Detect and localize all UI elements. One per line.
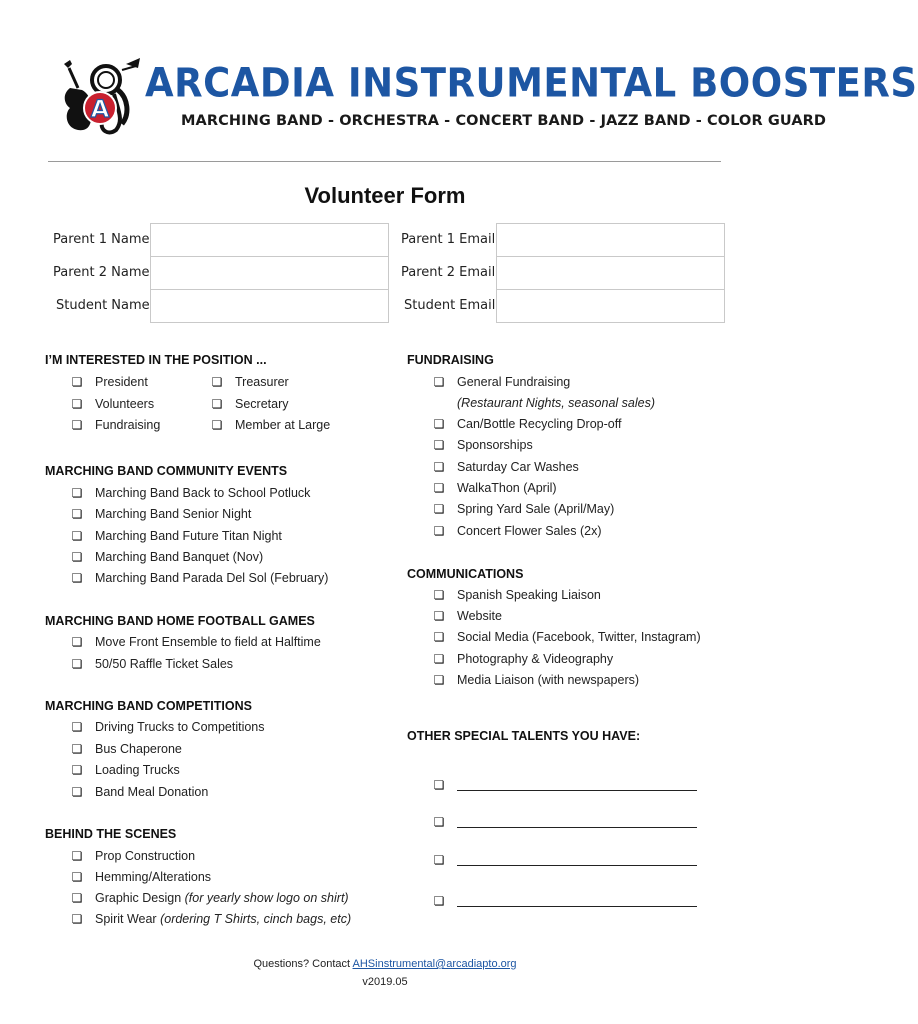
student-name-label: Student Name [56, 298, 150, 313]
header-divider [48, 161, 721, 162]
checkbox-item[interactable]: ❏ Driving Trucks to Competitions [71, 720, 265, 734]
parent2-name-label: Parent 2 Name [53, 265, 150, 280]
checkbox-icon[interactable]: ❏ [433, 375, 445, 389]
parent2-email-field[interactable] [496, 256, 725, 290]
checkbox-icon[interactable]: ❏ [433, 502, 445, 516]
checkbox-item[interactable]: ❏ Member at Large [211, 418, 331, 432]
community-events-heading: MARCHING BAND COMMUNITY EVENTS [45, 464, 288, 478]
checkbox-icon[interactable]: ❏ [71, 571, 83, 585]
parent1-email-field[interactable] [496, 223, 725, 257]
checkbox-item[interactable]: ❏ Move Front Ensemble to field at Halftime [71, 635, 321, 649]
checkbox-item[interactable]: ❏ WalkaThon (April) [433, 481, 557, 495]
checkbox-item[interactable]: ❏ General Fundraising [433, 375, 571, 389]
checkbox-item[interactable]: ❏ 50/50 Raffle Ticket Sales [71, 657, 234, 671]
checkbox-item[interactable]: ❏ Marching Band Banquet (Nov) [71, 550, 264, 564]
checkbox-icon[interactable]: ❏ [71, 720, 83, 734]
checkbox-icon[interactable]: ❏ [71, 912, 83, 926]
page-title: Volunteer Form [304, 183, 466, 208]
talents-heading: OTHER SPECIAL TALENTS YOU HAVE: [407, 729, 641, 743]
checkbox-item[interactable]: ❏ Photography & Videography [433, 652, 614, 666]
checkbox-item[interactable]: ❏ Volunteers [71, 397, 155, 411]
logo [56, 54, 142, 138]
student-email-field[interactable] [496, 289, 725, 323]
checkbox-icon[interactable]: ❏ [71, 550, 83, 564]
checkbox-item[interactable]: ❏ Sponsorships [433, 438, 533, 452]
checkbox-item[interactable]: ❏ Secretary [211, 397, 289, 411]
checkbox-icon[interactable]: ❏ [71, 870, 83, 884]
checkbox-item[interactable]: ❏ Can/Bottle Recycling Drop-off [433, 417, 622, 431]
footer-contact [0, 958, 770, 970]
version-label: v2019.05 [362, 976, 408, 988]
checkbox-icon[interactable]: ❏ [211, 418, 223, 432]
talent-line[interactable] [432, 815, 697, 829]
talent-line[interactable] [432, 778, 697, 792]
checkbox-icon[interactable]: ❏ [71, 397, 83, 411]
item-note: (Restaurant Nights, seasonal sales) [457, 396, 656, 410]
checkbox-icon[interactable]: ❏ [71, 849, 83, 863]
checkbox-icon[interactable]: ❏ [211, 397, 223, 411]
checkbox-item[interactable]: ❏ Marching Band Back to School Potluck [71, 486, 311, 500]
checkbox-item[interactable]: ❏ Spirit Wear (ordering T Shirts, cinch bags, etc) [71, 912, 352, 926]
checkbox-item[interactable]: ❏ President [71, 375, 148, 389]
checkbox-item[interactable]: ❏ Graphic Design (for yearly show logo on shirt) [71, 891, 349, 905]
communications-heading: COMMUNICATIONS [407, 567, 524, 581]
talent-blank[interactable] [457, 817, 697, 828]
talent-blank[interactable] [457, 855, 697, 866]
competitions-heading: MARCHING BAND COMPETITIONS [45, 699, 252, 713]
checkbox-item[interactable]: ❏ Band Meal Donation [71, 785, 209, 799]
parent1-email-label: Parent 1 Email [401, 232, 496, 247]
checkbox-icon[interactable]: ❏ [433, 481, 445, 495]
logo-letter: A [90, 95, 110, 123]
checkbox-item[interactable]: ❏ Spring Yard Sale (April/May) [433, 502, 615, 516]
checkbox-icon[interactable]: ❏ [71, 529, 83, 543]
checkbox-item[interactable]: ❏ Bus Chaperone [71, 742, 182, 756]
checkbox-icon[interactable]: ❏ [433, 778, 445, 792]
checkbox-icon[interactable]: ❏ [71, 763, 83, 777]
programs-subtitle: MARCHING BAND - ORCHESTRA - CONCERT BAND - JAZZ BAND - COLOR GUARD [181, 113, 827, 129]
org-name: ARCADIA INSTRUMENTAL BOOSTERS [145, 60, 918, 107]
talent-blank[interactable] [457, 780, 697, 791]
checkbox-icon[interactable]: ❏ [71, 891, 83, 905]
checkbox-item[interactable]: ❏ Spanish Speaking Liaison [433, 588, 601, 602]
checkbox-icon[interactable]: ❏ [433, 438, 445, 452]
checkbox-item[interactable]: ❏ Concert Flower Sales (2x) [433, 524, 602, 538]
checkbox-icon[interactable]: ❏ [71, 635, 83, 649]
checkbox-item[interactable]: ❏ Marching Band Future Titan Night [71, 529, 282, 543]
checkbox-item[interactable]: ❏ Media Liaison (with newspapers) [433, 673, 640, 687]
contact-prefix: Questions? Contact [253, 958, 353, 970]
checkbox-icon[interactable]: ❏ [433, 524, 445, 538]
checkbox-icon[interactable]: ❏ [433, 673, 445, 687]
football-heading: MARCHING BAND HOME FOOTBALL GAMES [45, 614, 315, 628]
checkbox-icon[interactable]: ❏ [433, 588, 445, 602]
parent2-name-field[interactable] [150, 256, 389, 290]
checkbox-item[interactable]: ❏ Treasurer [211, 375, 289, 389]
item-note: (ordering T Shirts, cinch bags, etc) [160, 912, 352, 926]
checkbox-icon[interactable]: ❏ [433, 894, 445, 908]
fundraising-heading: FUNDRAISING [407, 353, 494, 367]
checkbox-item[interactable]: ❏ Social Media (Facebook, Twitter, Instagram) [433, 630, 701, 644]
checkbox-icon[interactable]: ❏ [433, 630, 445, 644]
checkbox-icon[interactable]: ❏ [433, 853, 445, 867]
checkbox-icon[interactable]: ❏ [433, 815, 445, 829]
talent-line[interactable] [432, 853, 697, 867]
checkbox-icon[interactable]: ❏ [433, 460, 445, 474]
checkbox-icon[interactable]: ❏ [433, 417, 445, 431]
checkbox-icon[interactable]: ❏ [71, 657, 83, 671]
item-note: (for yearly show logo on shirt) [184, 891, 349, 905]
checkbox-icon[interactable]: ❏ [71, 418, 83, 432]
checkbox-item[interactable]: ❏ Website [433, 609, 502, 623]
parent1-name-field[interactable] [150, 223, 389, 257]
checkbox-item[interactable]: ❏ Marching Band Parada Del Sol (February) [71, 571, 329, 585]
student-name-field[interactable] [150, 289, 389, 323]
checkbox-icon[interactable]: ❏ [71, 785, 83, 799]
positions-heading: I’M INTERESTED IN THE POSITION ... [45, 353, 267, 367]
talent-line[interactable] [432, 894, 697, 908]
checkbox-item[interactable]: ❏ Marching Band Senior Night [71, 507, 252, 521]
behind-scenes-heading: BEHIND THE SCENES [45, 827, 177, 841]
checkbox-item[interactable]: ❏ Hemming/Alterations [71, 870, 212, 884]
checkbox-icon[interactable]: ❏ [71, 742, 83, 756]
checkbox-icon[interactable]: ❏ [433, 609, 445, 623]
checkbox-icon[interactable]: ❏ [433, 652, 445, 666]
checkbox-icon[interactable]: ❏ [211, 375, 223, 389]
student-email-label: Student Email [404, 298, 496, 313]
checkbox-item[interactable]: ❏ Saturday Car Washes [433, 460, 579, 474]
checkbox-icon[interactable]: ❏ [71, 507, 83, 521]
checkbox-item[interactable]: ❏ Prop Construction [71, 849, 196, 863]
talent-blank[interactable] [457, 896, 697, 907]
checkbox-icon[interactable]: ❏ [71, 375, 83, 389]
checkbox-item[interactable]: ❏ Loading Trucks [71, 763, 180, 777]
checkbox-icon[interactable]: ❏ [71, 486, 83, 500]
contact-email-link[interactable]: AHSinstrumental@arcadiapto.org [352, 958, 517, 970]
parent2-email-label: Parent 2 Email [401, 265, 496, 280]
checkbox-item[interactable]: ❏ Fundraising [71, 418, 161, 432]
parent1-name-label: Parent 1 Name [53, 232, 150, 247]
